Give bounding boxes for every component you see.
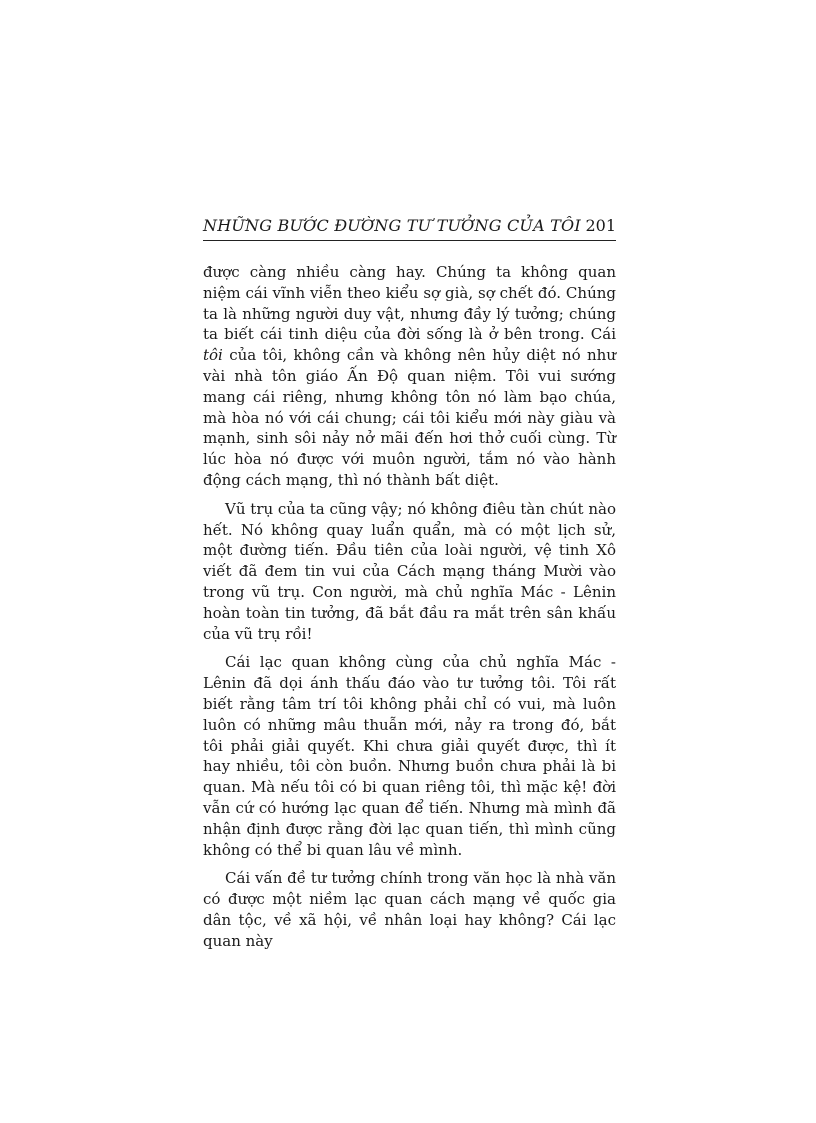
paragraph-1-text-a: được càng nhiều càng hay. Chúng ta không quan niệm cái vĩnh viễn theo kiểu sợ già, sợ chết đó. Chúng ta là những người duy vật, nhưng đầy lý tưởng; chúng ta biết cái tinh diệu của đời sống là ở bên trong. Cái [203, 263, 616, 344]
paragraph-2: Vũ trụ của ta cũng vậy; nó không điêu tàn chút nào hết. Nó không quay luẩn quẩn, mà có một lịch sử, một đường tiến. Đầu tiên của loài người, vệ tinh Xô viết đã đem tin vui của Cách mạng tháng Mười vào trong vũ trụ. Con người, mà chủ nghĩa Mác - Lênin hoàn toàn tin tưởng, đã bắt đầu ra mắt trên sân khấu của vũ trụ rồi! [203, 499, 616, 643]
emphasis-toi: tôi [203, 346, 223, 365]
paragraph-1-text-b: của tôi, không cần và không nên hủy diệt nó như vài nhà tôn giáo Ấn Độ quan niệm. Tôi vui sướng mang cái riêng, nhưng không tôn nó làm bạo chúa, mà hòa nó với cái chung; cái tôi kiểu mới này giàu và mạnh, sinh sôi nảy nở mãi đến hơi thở cuối cùng. Từ lúc hòa nó được với muôn người, tắm nó vào hành động cách mạng, thì nó thành bất diệt. [203, 346, 616, 489]
running-title: NHỮNG BƯỚC ĐƯỜNG TƯ TƯỞNG CỦA TÔI [203, 216, 581, 235]
body-text [203, 262, 616, 960]
paragraph-4: Cái vấn đề tư tưởng chính trong văn học là nhà văn có được một niềm lạc quan cách mạng về quốc gia dân tộc, về xã hội, về nhân loại hay không? Cái lạc quan này [203, 869, 616, 950]
paragraph-3: Cái lạc quan không cùng của chủ nghĩa Mác - Lênin đã dọi ánh thấu đáo vào tư tưởng tôi. Tôi rất biết rằng tâm trí tôi không phải chỉ có vui, mà luôn luôn có những mâu thuẫn mới, nảy ra trong đó, bắt tôi phải giải quyết. Khi chưa giải quyết được, thì ít hay nhiều, tôi còn buồn. Nhưng buồn chưa phải là bi quan. Mà nếu tôi có bi quan riêng tôi, thì mặc kệ! đời vẫn cứ có hướng lạc quan để tiến. Nhưng mà mình đã nhận định được rằng đời lạc quan tiến, thì mình cũng không có thể bi quan lâu về mình. [203, 653, 616, 859]
page-number: 201 [585, 216, 616, 235]
page-header [203, 214, 616, 241]
paragraph-1 [203, 262, 616, 491]
